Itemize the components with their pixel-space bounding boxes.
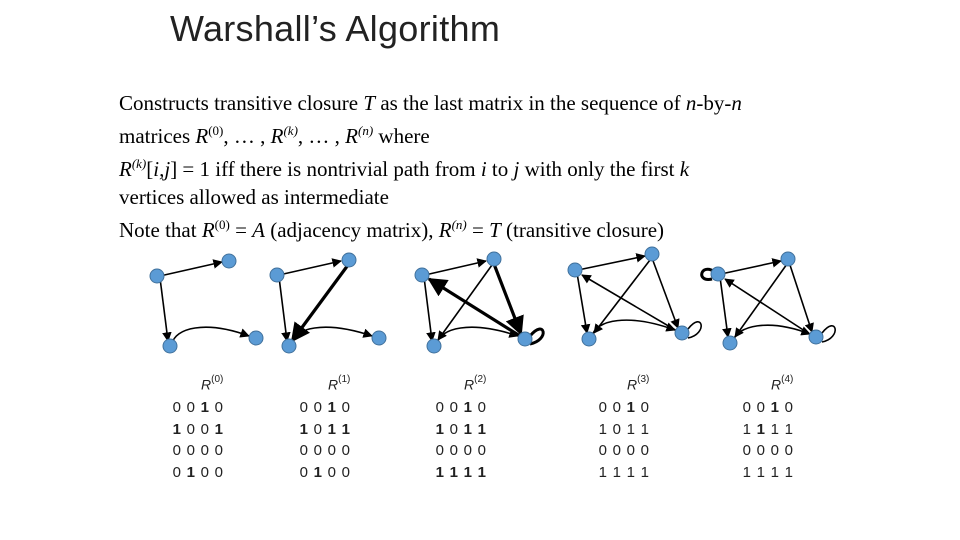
- matrix-label-superscript: (3): [637, 374, 650, 385]
- text: R: [345, 124, 358, 148]
- text: vertices allowed as intermediate: [119, 185, 389, 209]
- matrix-row: [596, 421, 652, 438]
- node-1: [415, 268, 429, 282]
- matrix-label-letter: R: [201, 376, 212, 393]
- text: (n): [357, 123, 374, 138]
- text: R: [201, 218, 215, 242]
- matrix-label-letter: R: [464, 376, 475, 393]
- text: (0): [214, 217, 230, 232]
- matrix-cell: 1: [341, 420, 351, 438]
- matrix-cell: 0: [200, 420, 210, 438]
- matrix-cell: 0: [598, 399, 608, 416]
- matrix-row: [170, 442, 226, 459]
- matrix-cell: 1: [435, 420, 445, 438]
- text: Note that: [119, 218, 202, 242]
- node-1: [150, 269, 164, 283]
- matrix-row: [433, 421, 489, 438]
- node-4: [249, 331, 263, 345]
- text: R: [195, 124, 209, 148]
- text: T: [489, 218, 501, 242]
- edge: [291, 327, 372, 344]
- node-4: [518, 332, 532, 346]
- text: to: [486, 157, 514, 181]
- matrix-cell: 1: [784, 420, 794, 438]
- matrix-row: [297, 464, 353, 481]
- matrix-cell: 0: [435, 442, 445, 459]
- matrix-cell: 0: [784, 399, 794, 416]
- matrix-cell: 0: [299, 463, 309, 481]
- matrix-cell: 0: [186, 399, 196, 416]
- matrix-cell: 0: [770, 442, 780, 459]
- matrix-cell: 0: [449, 442, 459, 459]
- matrix-cell: 0: [449, 420, 459, 438]
- matrix-cell: 0: [200, 463, 210, 481]
- edge: [720, 277, 728, 337]
- matrix-label-letter: R: [771, 376, 782, 393]
- matrix-cell: 1: [313, 463, 323, 481]
- matrix-cell: 1: [756, 463, 766, 481]
- text: i,j: [153, 157, 171, 181]
- matrix-cell: 1: [784, 463, 794, 481]
- matrix-cell: 1: [463, 463, 473, 481]
- matrix-cell: 0: [172, 463, 182, 481]
- matrix-cell: 0: [640, 442, 650, 459]
- matrix-cell: 0: [449, 399, 459, 416]
- matrix-row: [297, 421, 353, 438]
- matrix-cell: 1: [598, 463, 608, 481]
- matrix-cell: 1: [626, 399, 636, 416]
- text: ] = 1 iff there is nontrivial path from: [170, 157, 481, 181]
- matrix-cell: 0: [327, 442, 337, 459]
- text: T: [363, 91, 376, 115]
- node-2: [781, 252, 795, 266]
- matrix-row: [596, 399, 652, 416]
- graph-r1: [270, 253, 386, 353]
- matrix-cell: 0: [742, 442, 752, 459]
- graph-r0: [150, 254, 263, 353]
- matrix-cell: 0: [186, 442, 196, 459]
- matrix-cell: 0: [200, 442, 210, 459]
- matrix-label: [201, 376, 223, 393]
- matrix-cell: 0: [463, 442, 473, 459]
- matrix-cell: 0: [756, 399, 766, 416]
- matrix-cell: 0: [313, 442, 323, 459]
- matrix-cell: 0: [313, 399, 323, 416]
- text: =: [466, 218, 490, 242]
- text: R: [438, 218, 452, 242]
- matrix-label-superscript: (2): [474, 374, 487, 385]
- matrix-cell: 0: [598, 442, 608, 459]
- matrix-row: [433, 442, 489, 459]
- text: (k): [283, 123, 298, 138]
- matrix-cell: 1: [299, 420, 309, 438]
- node-1: [711, 267, 725, 281]
- matrix-label-superscript: (0): [211, 374, 224, 385]
- edge: [721, 261, 781, 274]
- edge: [172, 327, 249, 344]
- text: (adjacency matrix),: [264, 218, 439, 242]
- text: matrices: [119, 124, 196, 148]
- text: i: [480, 157, 487, 181]
- matrix-row: [297, 442, 353, 459]
- node-4: [809, 330, 823, 344]
- matrix-cell: 0: [172, 399, 182, 416]
- matrix-row: [740, 399, 796, 416]
- matrix-cell: 1: [435, 463, 445, 481]
- slide-title: Warshall’s Algorithm: [170, 8, 501, 49]
- edge: [578, 256, 645, 270]
- matrix-cell: 1: [640, 420, 650, 438]
- matrix-row: [433, 399, 489, 416]
- matrix-label: [328, 376, 350, 393]
- matrix-cell: 1: [612, 463, 622, 481]
- matrix-row: [297, 399, 353, 416]
- text: A: [252, 218, 265, 242]
- matrix-cell: 1: [327, 420, 337, 438]
- matrix-row: [170, 464, 226, 481]
- matrix-cell: 0: [214, 399, 224, 416]
- matrix-row: [170, 421, 226, 438]
- text: (n): [451, 217, 467, 232]
- matrix-cell: 0: [299, 442, 309, 459]
- matrix-row: [740, 464, 796, 481]
- matrix-label-letter: R: [328, 376, 339, 393]
- edge: [279, 261, 341, 275]
- matrix-cell: 1: [770, 420, 780, 438]
- matrix-label-letter: R: [627, 376, 638, 393]
- matrix-label: [464, 376, 486, 393]
- text: as the last matrix in the sequence of: [375, 91, 686, 115]
- node-2: [222, 254, 236, 268]
- matrix-cell: 1: [742, 463, 752, 481]
- text: k: [679, 157, 690, 181]
- matrix-cell: 0: [172, 442, 182, 459]
- text: R: [270, 124, 284, 148]
- matrix-cell: 0: [327, 463, 337, 481]
- text: [: [146, 157, 154, 181]
- edge: [279, 277, 287, 341]
- matrix-label-superscript: (1): [338, 374, 351, 385]
- text: j: [513, 157, 520, 181]
- matrix-cell: 1: [214, 420, 224, 438]
- matrix-cell: 0: [299, 399, 309, 416]
- matrix-row: [596, 442, 652, 459]
- edge: [160, 262, 222, 276]
- matrix-cell: 0: [742, 399, 752, 416]
- edge-new: [292, 265, 348, 341]
- matrix-cell: 1: [327, 399, 337, 416]
- matrix-label: [627, 376, 649, 393]
- node-3: [163, 339, 177, 353]
- text: n: [685, 91, 697, 115]
- matrix-cell: 0: [612, 442, 622, 459]
- node-2: [342, 253, 356, 267]
- matrix-cell: 0: [626, 442, 636, 459]
- matrix-cell: 1: [449, 463, 459, 481]
- matrix-cell: 1: [172, 420, 182, 438]
- matrix-cell: 0: [186, 420, 196, 438]
- matrix-cell: 1: [770, 463, 780, 481]
- text: R: [119, 157, 132, 181]
- edge: [789, 262, 812, 332]
- graph-r3: [568, 247, 701, 346]
- matrix-cell: 0: [640, 399, 650, 416]
- graph-r2: [415, 252, 543, 353]
- text: , … ,: [223, 124, 271, 148]
- matrix-cell: 1: [186, 463, 196, 481]
- text: Constructs transitive closure: [119, 91, 364, 115]
- matrix-cell: 1: [770, 399, 780, 416]
- node-3: [427, 339, 441, 353]
- node-3: [282, 339, 296, 353]
- matrix-row: [740, 442, 796, 459]
- matrix-cell: 0: [341, 399, 351, 416]
- matrix-cell: 1: [626, 420, 636, 438]
- edge: [577, 273, 587, 333]
- matrix-cell: 1: [640, 463, 650, 481]
- edge: [160, 278, 168, 341]
- matrix-cell: 0: [784, 442, 794, 459]
- matrix-cell: 1: [200, 399, 210, 416]
- matrix-cell: 1: [477, 463, 487, 481]
- node-2: [487, 252, 501, 266]
- graph-r4: [702, 252, 835, 350]
- matrix-cell: 0: [435, 399, 445, 416]
- matrix-cell: 0: [612, 399, 622, 416]
- edge: [425, 261, 486, 275]
- matrix-cell: 0: [214, 442, 224, 459]
- node-4: [675, 326, 689, 340]
- edge: [424, 277, 432, 341]
- matrix-cell: 1: [742, 420, 752, 438]
- matrix-cell: 0: [341, 463, 351, 481]
- matrix-cell: 1: [598, 420, 608, 438]
- matrix-row: [596, 464, 652, 481]
- self-loop: [688, 322, 701, 338]
- text: =: [229, 218, 253, 242]
- node-3: [723, 336, 737, 350]
- text: n: [731, 91, 742, 115]
- matrix-cell: 0: [214, 463, 224, 481]
- text: (k): [131, 156, 147, 171]
- node-2: [645, 247, 659, 261]
- node-1: [568, 263, 582, 277]
- matrix-cell: 0: [612, 420, 622, 438]
- matrix-row: [433, 464, 489, 481]
- matrix-cell: 1: [477, 420, 487, 438]
- matrix-cell: 0: [477, 399, 487, 416]
- text: (transitive closure): [500, 218, 665, 242]
- edge: [582, 275, 677, 331]
- matrix-label: [771, 376, 793, 393]
- matrix-cell: 1: [463, 420, 473, 438]
- text: (0): [208, 123, 224, 138]
- matrix-label-superscript: (4): [781, 374, 794, 385]
- text: , … ,: [297, 124, 346, 148]
- matrix-cell: 1: [756, 420, 766, 438]
- self-loop: [822, 326, 835, 342]
- edge: [652, 258, 678, 328]
- edge: [437, 327, 518, 344]
- node-1: [270, 268, 284, 282]
- matrix-cell: 0: [313, 420, 323, 438]
- matrix-cell: 0: [477, 442, 487, 459]
- text: with only the first: [519, 157, 680, 181]
- node-3: [582, 332, 596, 346]
- node-4: [372, 331, 386, 345]
- matrix-cell: 1: [626, 463, 636, 481]
- text: where: [373, 124, 430, 148]
- matrix-row: [740, 421, 796, 438]
- matrix-cell: 0: [756, 442, 766, 459]
- matrix-cell: 0: [341, 442, 351, 459]
- matrix-row: [170, 399, 226, 416]
- matrix-cell: 1: [463, 399, 473, 416]
- text: -by-: [696, 91, 732, 115]
